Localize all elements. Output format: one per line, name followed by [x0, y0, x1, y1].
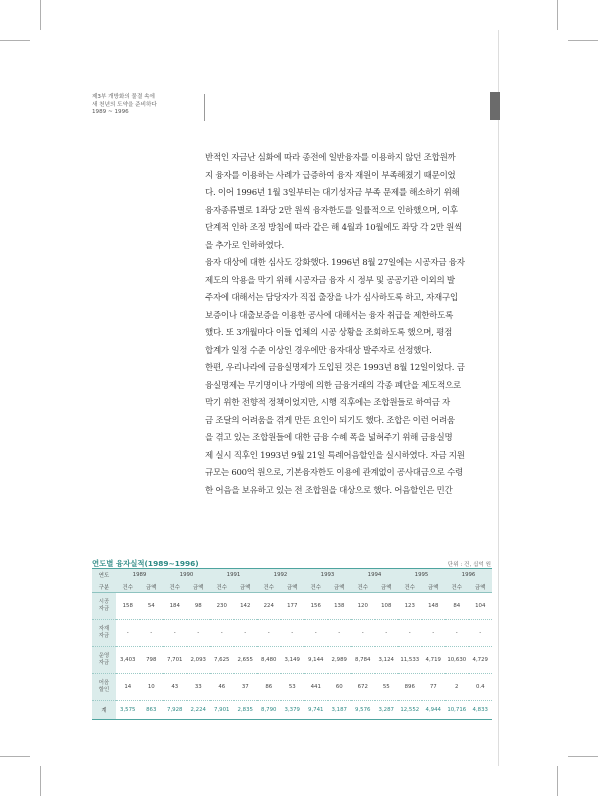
table-cell: 108 [375, 593, 399, 620]
table-cell: 224 [257, 593, 281, 620]
table-cell: - [281, 620, 305, 647]
text-line: 단계적 인하 조정 방침에 따라 같은 해 4월과 10월에도 좌당 각 2만 원씩 [205, 223, 463, 233]
row-label-line: 자금 [98, 660, 110, 666]
text-line: 한편, 우리나라에 금융실명제가 도입된 것은 1993년 8월 12일이었다. 금 [205, 363, 465, 373]
count-header: 건수 [351, 581, 375, 593]
table-row [92, 620, 492, 647]
year-cell: 1993 [304, 569, 351, 581]
table-row [92, 647, 492, 674]
year-cell: 1996 [445, 569, 492, 581]
table-cell: 142 [234, 593, 258, 620]
year-cell: 1989 [116, 569, 163, 581]
table-cell: 60 [328, 674, 352, 701]
table-cell: 2,989 [328, 647, 352, 674]
table-cell: 2,093 [187, 647, 211, 674]
table-cell: - [375, 620, 399, 647]
total-cell: 8,790 [257, 701, 281, 720]
amount-header: 금액 [234, 581, 258, 593]
count-header: 건수 [116, 581, 140, 593]
table-cell: 123 [398, 593, 422, 620]
crop-mark [40, 766, 41, 796]
body-text [205, 150, 487, 500]
table-cell: - [257, 620, 281, 647]
table-cell: - [351, 620, 375, 647]
table-cell: 120 [351, 593, 375, 620]
total-cell: 2,835 [234, 701, 258, 720]
amount-header: 금액 [281, 581, 305, 593]
crop-mark [557, 766, 558, 796]
corner-year: 연도 [92, 569, 116, 581]
row-label-line: 운영 [98, 653, 110, 659]
row-label [92, 620, 116, 647]
table-cell: 2,655 [234, 647, 258, 674]
year-cell: 1990 [163, 569, 210, 581]
count-header: 건수 [210, 581, 234, 593]
table-title: 연도별 융자실적(1989~1996) [92, 559, 199, 568]
amount-header: 금액 [469, 581, 493, 593]
total-row [92, 701, 492, 720]
table-cell: 184 [163, 593, 187, 620]
table-cell: 156 [304, 593, 328, 620]
table-cell: 148 [422, 593, 446, 620]
corner-category: 구분 [92, 581, 116, 593]
table-cell: 33 [187, 674, 211, 701]
text-line: 주자에 대해서는 담당자가 직접 출장을 나가 심사하도록 하고, 자재구입 [205, 293, 458, 303]
table-cell: 3,149 [281, 647, 305, 674]
sub-header-row [92, 581, 492, 593]
text-line: 한 어음을 보유하고 있는 전 조합원을 대상으로 했다. 어음할인은 민간 [205, 485, 453, 496]
total-cell: 3,575 [116, 701, 140, 720]
header-line: 제3부 개방화의 물결 속에 [92, 94, 155, 100]
table-cell: 230 [210, 593, 234, 620]
total-cell: 3,287 [375, 701, 399, 720]
count-header: 건수 [398, 581, 422, 593]
text-line: 반적인 자금난 심화에 따라 종전에 일반융자를 이용하지 않던 조합원까 [205, 153, 456, 163]
total-cell: 12,552 [398, 701, 422, 720]
table-cell: 8,480 [257, 647, 281, 674]
table-cell: 77 [422, 674, 446, 701]
text-line: 금 조달의 어려움을 겪게 만든 요인이 되기도 했다. 조합은 이런 어려움 [205, 415, 455, 426]
count-header: 건수 [257, 581, 281, 593]
table-cell: 7,701 [163, 647, 187, 674]
total-cell: 7,928 [163, 701, 187, 720]
total-cell: 2,224 [187, 701, 211, 720]
total-label: 계 [92, 701, 116, 720]
total-cell: 3,379 [281, 701, 305, 720]
total-cell: 9,741 [304, 701, 328, 720]
table-cell: 2 [445, 674, 469, 701]
table-cell: 0.4 [469, 674, 493, 701]
table-cell: 177 [281, 593, 305, 620]
table-unit: 단위 : 건, 십억 원 [447, 562, 491, 568]
text-line: 규모는 600억 원으로, 기본융자한도 이용에 관계없이 공사대금으로 수령 [205, 468, 463, 478]
year-cell: 1991 [210, 569, 257, 581]
table-cell: - [398, 620, 422, 647]
table-cell: - [234, 620, 258, 647]
text-line: 제 실시 직후인 1993년 9월 21일 특례어음할인을 실시하였다. 자금 지원 [205, 450, 465, 461]
row-label-line: 자금 [98, 633, 110, 639]
crop-mark [568, 40, 598, 41]
row-label-line: 할인 [98, 687, 110, 693]
count-header: 건수 [445, 581, 469, 593]
count-header: 건수 [163, 581, 187, 593]
table-row [92, 593, 492, 620]
table-row [92, 674, 492, 701]
header-divider [204, 94, 205, 121]
table-cell: 441 [304, 674, 328, 701]
table-cell: - [140, 620, 164, 647]
table-cell: 138 [328, 593, 352, 620]
table-cell: 104 [469, 593, 493, 620]
table-cell: 896 [398, 674, 422, 701]
total-cell: 10,716 [445, 701, 469, 720]
total-cell: 4,833 [469, 701, 493, 720]
amount-header: 금액 [140, 581, 164, 593]
table-cell: - [163, 620, 187, 647]
table-cell: 8,784 [351, 647, 375, 674]
table-cell: 43 [163, 674, 187, 701]
text-line: 을 추가로 인하하였다. [205, 240, 285, 251]
running-header [92, 94, 157, 117]
table-cell: - [422, 620, 446, 647]
table-cell: 84 [445, 593, 469, 620]
header-line: 1989 ~ 1996 [92, 109, 129, 116]
table-cell: 672 [351, 674, 375, 701]
total-cell: 4,944 [422, 701, 446, 720]
margin-rule [498, 30, 499, 766]
crop-mark [0, 40, 30, 41]
table-cell: - [116, 620, 140, 647]
table-cell: 7,625 [210, 647, 234, 674]
text-line: 융자종류별로 1좌당 2만 원씩 융자한도를 일률적으로 인하했으며, 이후 [205, 205, 458, 216]
total-cell: 3,187 [328, 701, 352, 720]
table-cell: 9,144 [304, 647, 328, 674]
crop-mark [0, 756, 30, 757]
table-cell: 37 [234, 674, 258, 701]
row-label [92, 674, 116, 701]
amount-header: 금액 [187, 581, 211, 593]
loan-table [92, 569, 492, 720]
table-cell: 3,124 [375, 647, 399, 674]
table-cell: 798 [140, 647, 164, 674]
table-cell: 98 [187, 593, 211, 620]
table-cell: 53 [281, 674, 305, 701]
total-cell: 9,576 [351, 701, 375, 720]
crop-mark [557, 0, 558, 30]
crop-mark [40, 0, 41, 30]
table-cell: 158 [116, 593, 140, 620]
row-label-line: 시공 [98, 599, 110, 605]
crop-mark [568, 756, 598, 757]
row-label-line: 자금 [98, 606, 110, 612]
text-line: 했다. 또 3개월마다 이들 업체의 시공 상황을 조회하도록 했으며, 평점 [205, 328, 453, 338]
text-line: 제도의 악용을 막기 위해 시공자금 융자 시 정부 및 공공기관 이외의 발 [205, 275, 455, 286]
table-cell: - [304, 620, 328, 647]
row-label-line: 어음 [98, 680, 110, 686]
table-cell: 4,729 [469, 647, 493, 674]
text-line: 합계가 일정 수준 이상인 경우에만 융자대상 발주자로 선정했다. [205, 345, 432, 356]
amount-header: 금액 [422, 581, 446, 593]
total-cell: 7,901 [210, 701, 234, 720]
table-cell: 54 [140, 593, 164, 620]
table-cell: 3,403 [116, 647, 140, 674]
row-label-line: 자재 [98, 626, 110, 632]
text-line: 을 겪고 있는 조합원들에 대한 금융 수혜 폭을 넓혀주기 위해 금융실명 [205, 433, 453, 443]
year-header-row [92, 569, 492, 581]
total-cell: 863 [140, 701, 164, 720]
text-line: 융실명제는 무기명이나 가명에 의한 금융거래의 각종 폐단을 제도적으로 [205, 380, 461, 391]
text-line: 보증이나 대출보증을 이용한 공사에 대해서는 융자 취급을 제한하도록 [205, 310, 454, 321]
text-line: 다. 이어 1996년 1월 3일부터는 대기성자금 부족 문제를 해소하기 위해 [205, 188, 460, 198]
count-header: 건수 [304, 581, 328, 593]
table-cell: 10,630 [445, 647, 469, 674]
table-cell: 14 [116, 674, 140, 701]
table-cell: 10 [140, 674, 164, 701]
year-cell: 1992 [257, 569, 304, 581]
chapter-tab [490, 92, 500, 120]
year-cell: 1994 [351, 569, 398, 581]
text-line: 융자 대상에 대한 심사도 강화했다. 1996년 8월 27일에는 시공자금 융자 [205, 258, 465, 268]
table-cell: 4,719 [422, 647, 446, 674]
amount-header: 금액 [328, 581, 352, 593]
table-cell: - [328, 620, 352, 647]
header-line: 새 천년의 도약을 준비하다 [92, 101, 157, 108]
table-cell: - [187, 620, 211, 647]
table-cell: 46 [210, 674, 234, 701]
row-label [92, 647, 116, 674]
table-cell: 86 [257, 674, 281, 701]
text-line: 막기 위한 전향적 정책이었지만, 시행 직후에는 조합원들로 하여금 자 [205, 398, 450, 408]
table-cell: 11,533 [398, 647, 422, 674]
text-line: 지 융자를 이용하는 사례가 급증하여 융자 재원이 부족해졌기 때문이었 [205, 170, 456, 181]
year-cell: 1995 [398, 569, 445, 581]
table-cell: - [445, 620, 469, 647]
amount-header: 금액 [375, 581, 399, 593]
row-label [92, 593, 116, 620]
table-cell: - [469, 620, 493, 647]
table-cell: 55 [375, 674, 399, 701]
table-cell: - [210, 620, 234, 647]
